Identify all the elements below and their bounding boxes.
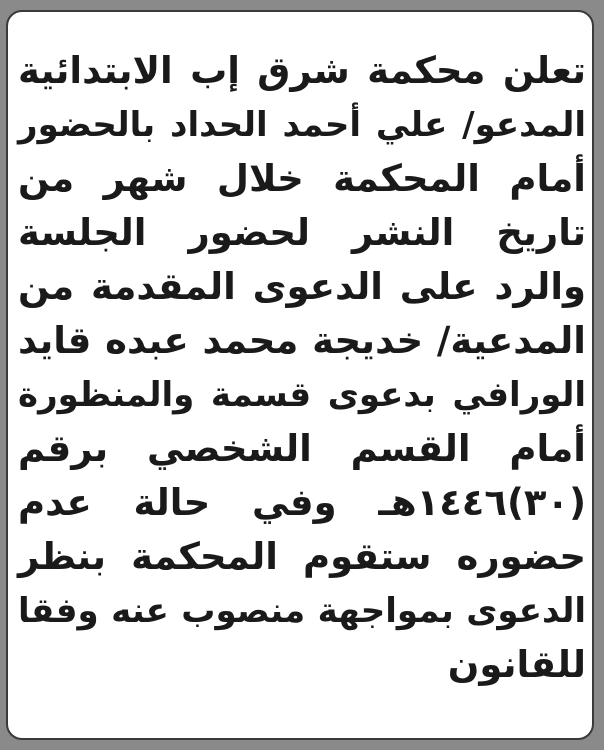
notice-line-3: أمام المحكمة خلال شهر من	[18, 157, 586, 200]
notice-line-7: الورافي بدعوى قسمة والمنظورة	[18, 375, 586, 415]
notice-line-8: أمام القسم الشخصي برقم	[18, 427, 586, 470]
notice-line-5: والرد على الدعوى المقدمة من	[18, 265, 586, 308]
notice-line-4: تاريخ النشر لحضور الجلسة	[18, 211, 586, 254]
notice-line-2: المدعو/ علي أحمد الحداد بالحضور	[18, 105, 586, 145]
notice-line-6: المدعية/ خديجة محمد عبده قايد	[18, 319, 586, 362]
court-notice-text	[18, 44, 586, 692]
notice-line-10: حضوره ستقوم المحكمة بنظر	[18, 535, 586, 578]
notice-line-11: الدعوى بمواجهة منصوب عنه وفقا	[18, 591, 586, 631]
notice-line-1: تعلن محكمة شرق إب الابتدائية	[18, 49, 586, 92]
notice-line-9: (٣٠)١٤٤٦هـ وفي حالة عدم	[18, 481, 586, 524]
notice-line-12: للقانون	[447, 643, 586, 686]
